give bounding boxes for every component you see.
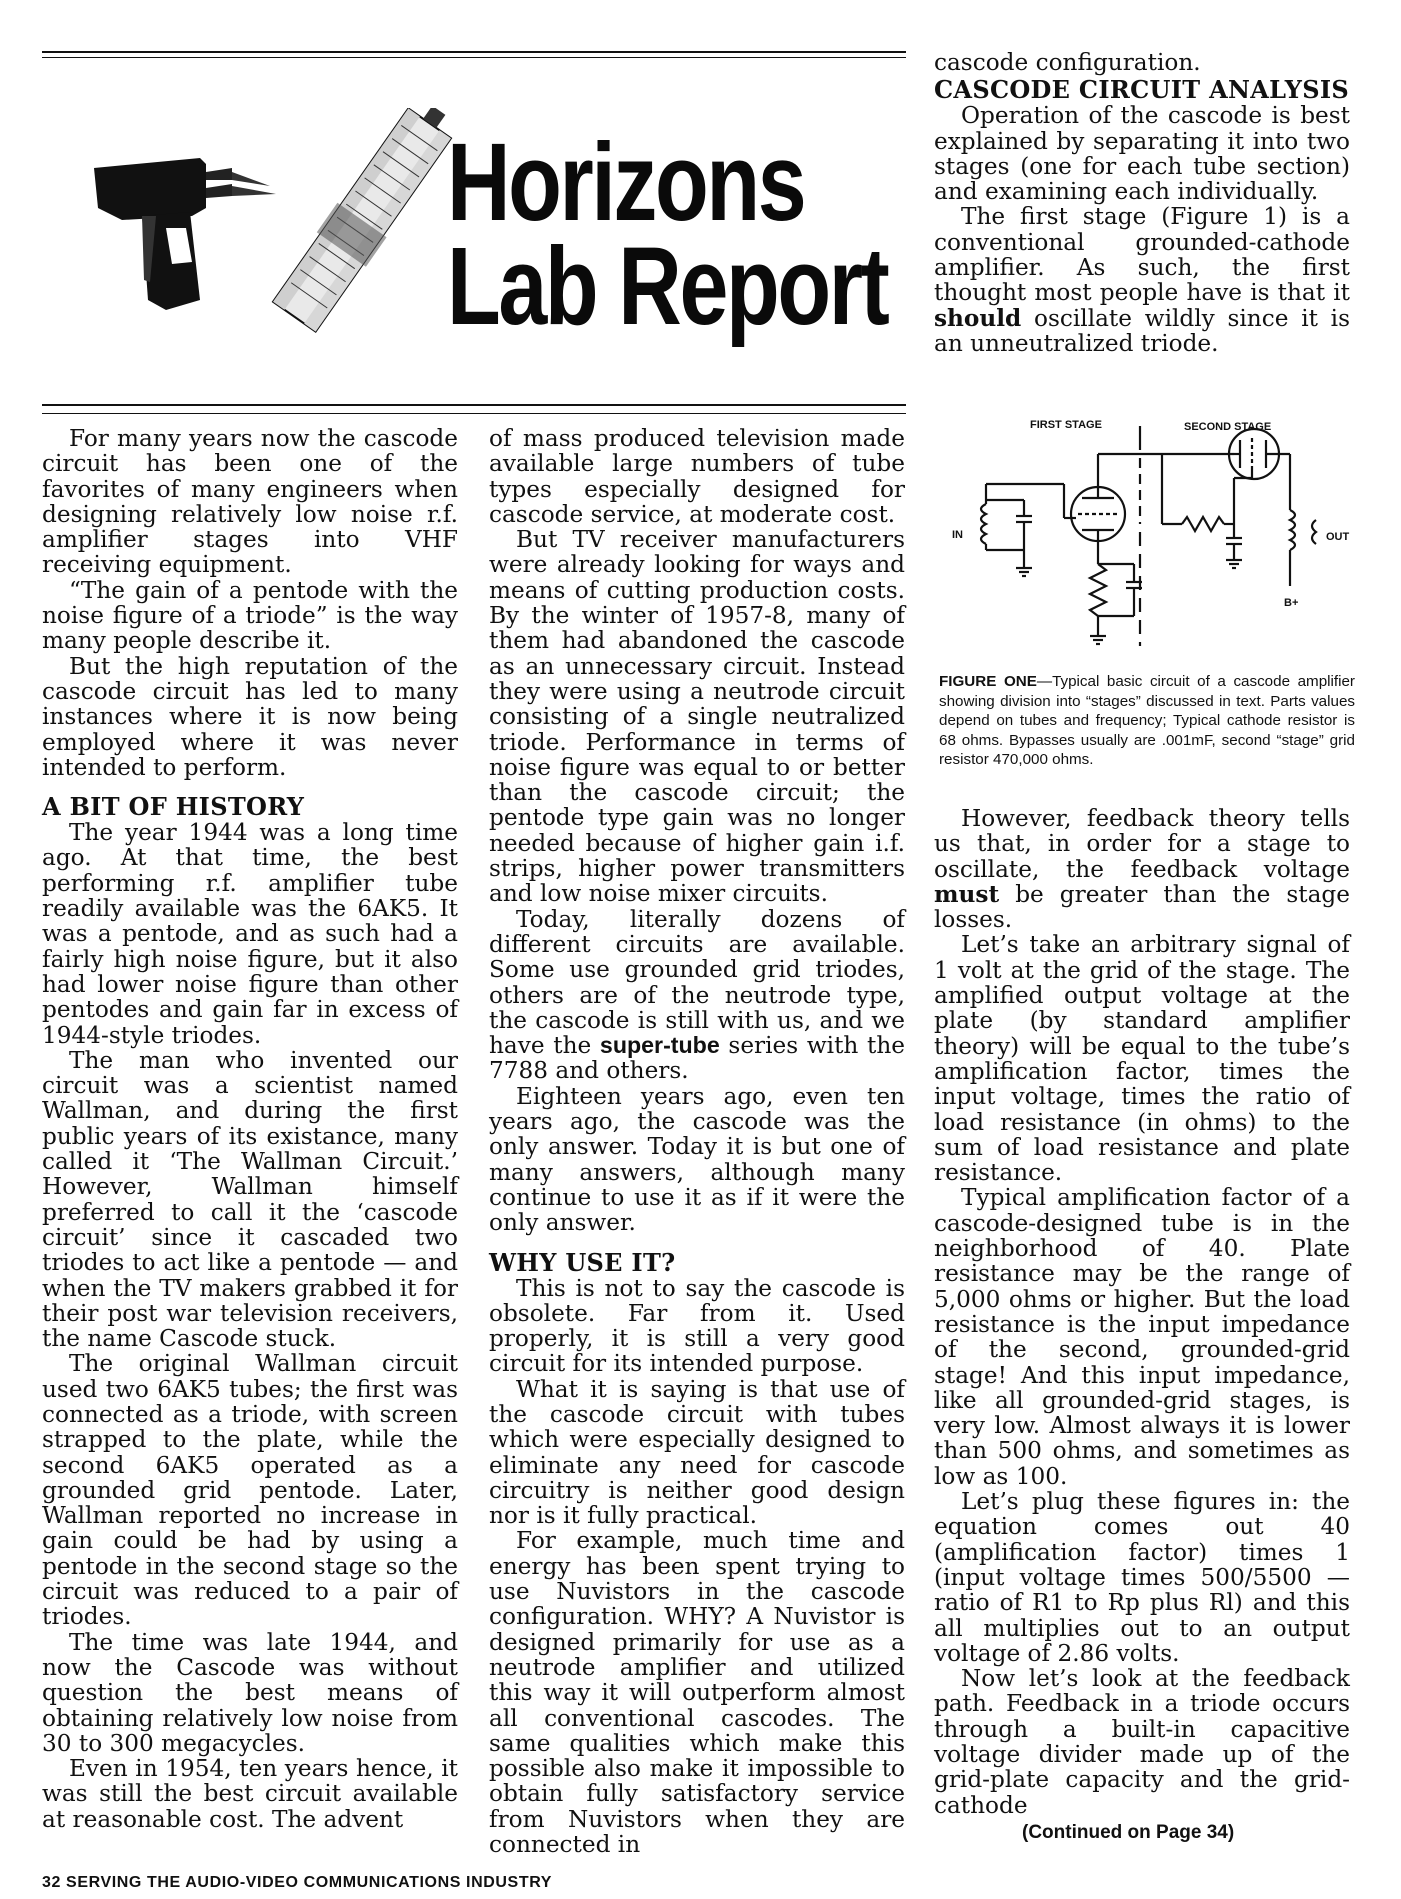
section-heading: A BIT OF HISTORY [42,792,305,822]
emphasis-should: should [934,304,1022,332]
label-first-stage: FIRST STAGE [1030,419,1102,431]
paragraph: Let’s plug these figures in: the equation comes out 40 (amplification factor) times 1 (input voltage times 500/5500 — ratio of R1 to Rp plus Rl) and this all multiplies out to an output voltage of 2.86 volts. [934,1488,1350,1667]
page-footer: 32 SERVING THE AUDIO-VIDEO COMMUNICATIONS INDUSTRY [42,1874,553,1891]
super-tube-term: super-tube [599,1032,720,1059]
paragraph: cascode configuration. [934,49,1201,76]
paragraph: This is not to say the cascode is obsolete. Far from it. Used properly, it is still a very good circuit for its intended purpose. [489,1274,905,1378]
paragraph: For many years now the cascode circuit has been one of the favorites of many engineers when designing relatively low noise r.f. amplifier stages into VHF receiving equipment. [42,425,458,579]
paragraph: Even in 1954, ten years hence, it was still the best circuit available at reasonable cost. The advent [42,1755,458,1833]
label-b-plus: B+ [1284,597,1299,609]
paragraph: The man who invented our circuit was a scientist named Wallman, and during the first public years of its existance, many called it ‘The Wallman Circuit.’ However, Wallman himself preferred to call it the ‘cascode circuit’ since it cascaded two triodes to act like a pentode — and when the TV makers grabbed it for their post war television receivers, the name Cascode stuck. [42,1046,458,1353]
paragraph: Typical amplification factor of a cascode-designed tube is in the neighborhood of 40. Plate resistance may be the range of 5,000 ohms or higher. But the load resistance is the input impedance of the second, grounded-grid stage! And this input impedance, like all grounded-grid stages, is very low. Almost always it is lower than 500 ohms, and sometimes as low as 100. [934,1184,1350,1490]
label-in: IN [952,529,963,541]
mid-rule-thin [42,413,906,414]
column-1 [42,426,458,1832]
column-3-bottom [934,806,1350,1818]
paragraph: Now let’s look at the feedback path. Feedback in a triode occurs through a built-in capacitive voltage divider made up of the grid-plate capacity and the grid-cathode [934,1665,1350,1819]
title-lab-report: Lab Report [447,225,888,348]
emphasis-must: must [934,880,1000,908]
paragraph: But the high reputation of the cascode circuit has led to many instances where it is now being employed where it was never intended to perform. [42,652,458,781]
column-2 [489,426,905,1857]
figure-one-schematic [934,414,1358,654]
paragraph: The year 1944 was a long time ago. At that time, the best performing r.f. amplifier tube readily available was the 6AK5. It was a pentode, and as such had a fairly high noise figure, but it also had lower noise figure than other pentodes and gain far in excess of 1944-style triodes. [42,819,458,1049]
top-rule [42,51,906,53]
section-heading: WHY USE IT? [489,1247,676,1277]
paragraph: Operation of the cascode is best explained by separating it into two stages (one for each tube section) and examining each individually. [934,102,1350,206]
slide-rule-illustration [270,108,455,333]
label-second-stage: SECOND STAGE [1184,421,1272,433]
mid-rule [42,404,906,406]
paragraph: The original Wallman circuit used two 6AK5 tubes; the first was connected as a triode, with screen strapped to the plate, while the second 6AK5 operated as a grounded grid pentode. Later, Wallman reported no increase in gain could be had by using a pentode in the second stage so the circuit was reduced to a pair of triodes. [42,1350,458,1631]
paragraph: However, feedback theory tells us that, in order for a stage to oscillate, the feedback voltage must be greater than the stage losses. [934,805,1350,934]
top-rule-thin [42,57,906,58]
paragraph: “The gain of a pentode with the noise figure of a triode” is the way many people describe it. [42,576,458,655]
paragraph: What it is saying is that use of the cascode circuit with tubes which were especially designed to eliminate any need for cascode circuitry is neither good design nor is it fully practical. [489,1375,905,1530]
paragraph: of mass produced television made available large numbers of tube types especially designed for cascode service, at moderate cost. [489,425,905,528]
paragraph: But TV receiver manufacturers were already looking for ways and means of cutting production costs. By the winter of 1957-8, many of them had abandoned the cascode as an unnecessary circuit. Instead they were using a neutrode circuit consisting of a single neutralized triode. Performance in terms of noise figure was equal to or better than the cascode circuit; the pentode type gain was no longer needed because of higher gain i.f. strips, higher power transmitters and low noise mixer circuits. [489,526,905,908]
continued-note: (Continued on Page 34) [1022,1822,1235,1843]
label-out: OUT [1326,531,1350,543]
paragraph: Today, literally dozens of different circuits are available. Some use grounded grid triodes, others are of the neutrode type, the cascode is still with us, and we have the super-tube series with the 7788 and others. [489,905,906,1085]
title-horizons: Horizons [447,121,805,244]
paragraph: The time was late 1944, and now the Cascode was without question the best means of obtaining relatively low noise from 30 to 300 megacycles. [42,1628,458,1757]
paragraph: For example, much time and energy has been spent trying to use Nuvistors in the cascode configuration. WHY? A Nuvistor is designed primarily for use as a neutrode amplifier and utilized this way it will outperform almost all conventional cascodes. The same qualities which make this possible also make it impossible to obtain fully satisfactory service from Nuvistors when they are connected in [489,1527,905,1859]
paragraph: The first stage (Figure 1) is a conventional grounded-cathode amplifier. As such, the first thought most people have is that it should oscillate wildly since it is an unneutralized triode. [934,203,1350,357]
section-heading: CASCODE CIRCUIT ANALYSIS [934,75,1350,105]
paragraph: Eighteen years ago, even ten years ago, the cascode was the only answer. Today it is but one of many answers, although many continue to use it as if it were the only answer. [489,1082,905,1237]
column-3-top [934,50,1350,356]
soldering-gun-illustration [82,150,282,320]
figure-caption: FIGURE ONE—Typical basic circuit of a cascode amplifier showing division into “stages” discussed in text. Parts values depend on tubes and frequency; Typical cathode resistor is 68 ohms. Bypasses usually are .001mF, second “stage” grid resistor 470,000 ohms. [939,673,1355,769]
paragraph: Let’s take an arbitrary signal of 1 volt at the grid of the stage. The amplified output voltage at the plate (by standard amplifier theory) will be equal to the tube’s amplification factor, times the input voltage, times the ratio of load resistance (in ohms) to the sum of load resistance and plate resistance. [934,931,1350,1187]
